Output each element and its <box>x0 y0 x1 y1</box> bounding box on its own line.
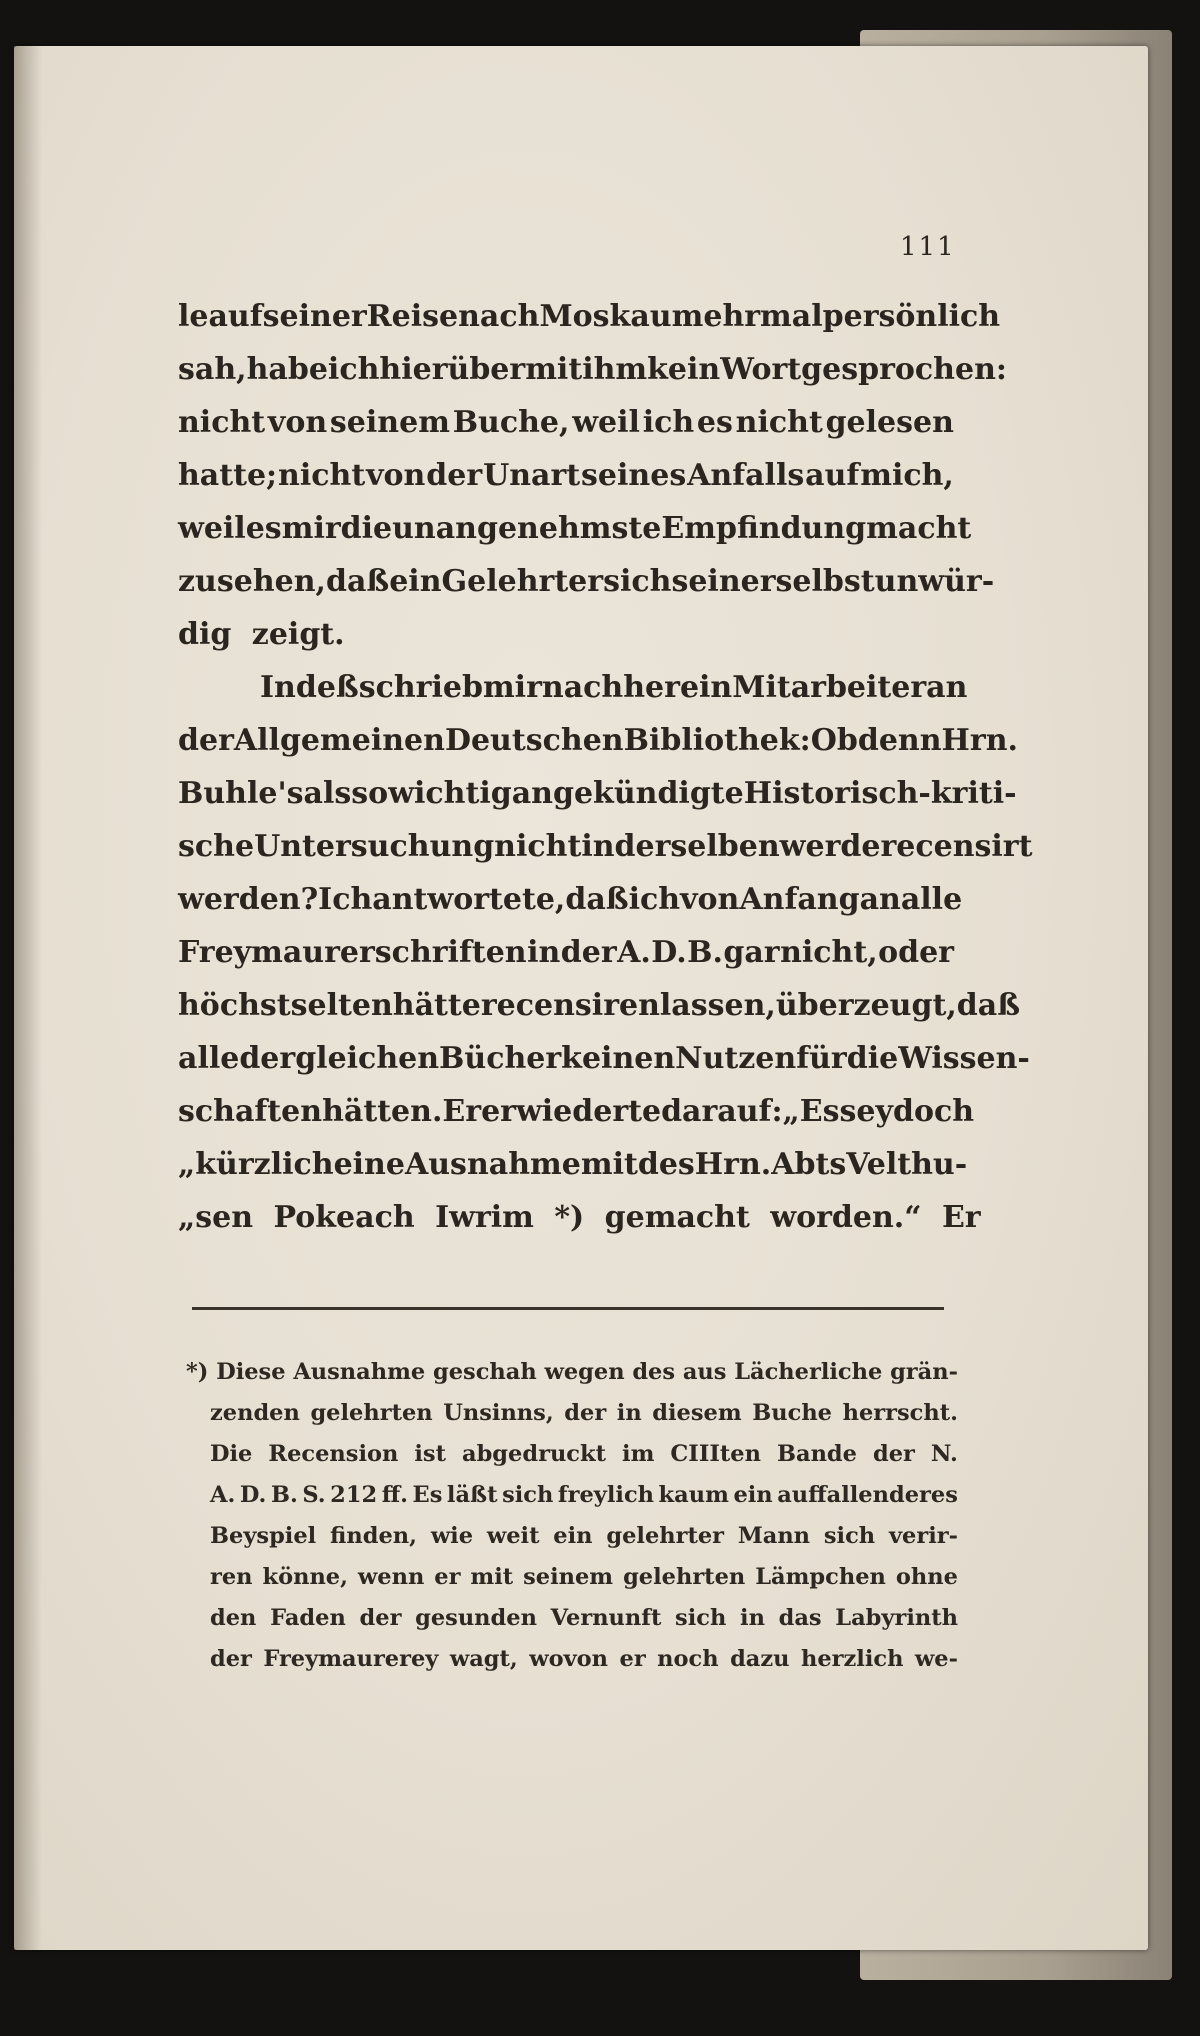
footnote-line: zenden gelehrten Unsinns, der in diesem Buche herrscht. <box>210 1400 958 1426</box>
footnote-separator <box>192 1307 944 1310</box>
footnote-line: A. D. B. S. 212 ff. Es läßt sich freylich kaum ein auffallenderes <box>210 1482 958 1508</box>
body-line: werden? Ich antwortete, daß ich von Anfang an alle <box>178 882 963 917</box>
body-line: schaften hätten. Er erwiederte darauf: „Es sey doch <box>178 1094 975 1129</box>
body-line: sche Untersuchung nicht in derselben werde recensirt <box>178 829 1033 864</box>
body-line: zu sehen, daß ein Gelehrter sich seiner selbst unwür- <box>178 564 995 599</box>
body-line: dig zeigt. <box>178 617 345 652</box>
body-line: Indeß schrieb mir nachher ein Mitarbeiter an <box>260 670 968 705</box>
footnote-line: der Freymaurerey wagt, wovon er noch dazu herzlich we- <box>210 1646 958 1672</box>
body-line: weil es mir die unangenehmste Empfindung macht <box>178 511 972 546</box>
body-line: Buhle's als so wichtig angekündigte Historisch-kriti- <box>178 776 1017 811</box>
footnote-line: ren könne, wenn er mit seinem gelehrten Lämpchen ohne <box>210 1564 958 1590</box>
body-line: hatte; nicht von der Unart seines Anfalls auf mich, <box>178 458 954 493</box>
binding-gutter <box>14 46 42 1950</box>
page-number: 111 <box>900 232 956 262</box>
body-line: alle dergleichen Bücher keinen Nutzen für die Wissen- <box>178 1041 1030 1076</box>
body-line: nicht von seinem Buche, weil ich es nicht gelesen <box>178 405 954 440</box>
footnote-line: *) Diese Ausnahme geschah wegen des aus Lächerliche grän- <box>186 1359 958 1385</box>
body-line: der Allgemeinen Deutschen Bibliothek: Ob denn Hrn. <box>178 723 1018 758</box>
footnote-line: Beyspiel finden, wie weit ein gelehrter Mann sich verir- <box>210 1523 958 1549</box>
body-line: höchstselten hätte recensiren lassen, überzeugt, daß <box>178 988 1020 1023</box>
body-line: sah, habe ich hierüber mit ihm kein Wort gesprochen: <box>178 352 1007 387</box>
body-line: le auf seiner Reise nach Moskau mehrmal persönlich <box>178 299 1001 334</box>
footnote-line: den Faden der gesunden Vernunft sich in das Labyrinth <box>210 1605 958 1631</box>
body-line: Freymaurerschriften in der A. D. B. gar nicht, oder <box>178 935 954 970</box>
body-line: „kürzlich eine Ausnahme mit des Hrn. Abts Velthu- <box>178 1147 968 1182</box>
body-line: „sen Pokeach Iwrim *) gemacht worden.“ Er <box>178 1200 981 1235</box>
body-text <box>178 290 1033 1244</box>
footnote-line: Die Recension ist abgedruckt im CIIIten Bande der N. <box>210 1441 958 1467</box>
footnote <box>186 1352 958 1680</box>
